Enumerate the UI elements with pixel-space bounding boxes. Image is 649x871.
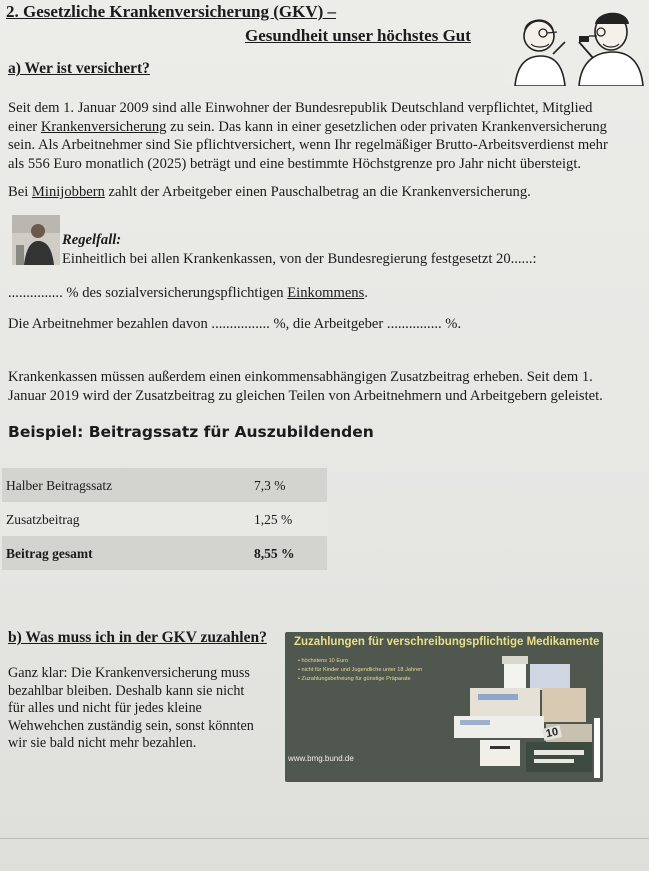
row-label: Beitrag gesamt (6, 546, 93, 561)
table-row-total (2, 536, 327, 570)
section-b-line: bezahlbar bleiben. Deshalb kann sie nicht (8, 682, 245, 699)
arbeitgeber-blank[interactable]: ............... (386, 316, 442, 332)
medication-item-text: höchstens 10 Euro (301, 658, 349, 664)
intro-line-4: als 556 Euro monatlich (2025) beträgt und eine bestimmte Höchstgrenze pro Jahr nicht übersteigt. (8, 155, 582, 172)
zusatzbeitrag-paragraph (8, 368, 648, 405)
row-label: Zusatzbeitrag (6, 512, 80, 527)
row-label: Halber Beitragssatz (6, 478, 113, 493)
beitragssatz-blank[interactable]: ............... (8, 285, 63, 301)
bottom-divider (0, 838, 649, 839)
medication-item: • nicht für Kinder und Jugendliche unter 18 Jahren (298, 667, 423, 673)
zusatzbeitrag-line-1: Krankenkassen müssen außerdem einen einkommensabhängigen Zusatzbeitrag erheben. Seit dem 1. (8, 369, 593, 385)
krankenversicherung-term: Krankenversicherung (40, 118, 167, 135)
medication-title: Zuzahlungen für verschreibungspflichtige Medikamente (294, 636, 600, 648)
intro-line-2-post: zu sein. Das kann in einer gesetzlichen oder privaten Krankenversicherung (166, 118, 607, 135)
minijobbern-term: Minijobbern (31, 184, 105, 200)
intro-line-2 (8, 118, 644, 137)
source-url[interactable]: www.bmg.bund.de (288, 754, 354, 763)
zusatzbeitrag-line-2: Januar 2019 wird der Zusatzbeitrag zu gleichen Teilen von Arbeitnehmern und Arbeitgebern geleistet. (8, 387, 603, 404)
medication-item: • Zuzahlungsbefreiung für günstige Präparate (298, 676, 411, 682)
row-value: 1,25 % (254, 512, 293, 527)
section-b-line: wir sie bald nicht mehr bezahlen. (8, 735, 197, 751)
medication-item-text: Zuzahlungsbefreiung für günstige Präparate (301, 676, 411, 682)
table-row (2, 468, 327, 502)
minijob-pre: Bei (8, 184, 32, 200)
arbeitnehmer-line (8, 315, 461, 334)
section-a-heading: a) Wer ist versichert? (8, 60, 150, 77)
price-tag: 10 (542, 725, 562, 741)
regelfall-line-1: Einheitlich bei allen Krankenkassen, von der Bundesregierung festgesetzt 20......: (62, 251, 537, 267)
row-value: 8,55 % (254, 546, 295, 561)
regelfall-line-2-post: . (364, 285, 368, 301)
example-title: Beispiel: Beitragssatz für Auszubildenden (8, 423, 374, 441)
medication-item-text: nicht für Kinder und Jugendliche unter 18 Jahren (301, 667, 423, 673)
section-b-text (8, 665, 280, 753)
intro-line-3: sein. Als Arbeitnehmer sind Sie pflichtversichert, wenn Ihr regelmäßiger Brutto-Arbeitsverdienst mehr (8, 137, 608, 153)
person-thumbnail (12, 215, 60, 265)
table-row (2, 502, 327, 536)
section-b-heading: b) Was muss ich in der GKV zuzahlen? (8, 629, 267, 646)
intro-paragraph (8, 99, 644, 173)
row-value: 7,3 % (254, 478, 286, 493)
section-b-line: Ganz klar: Die Krankenversicherung muss (8, 665, 250, 681)
einkommens-term: Einkommens (287, 285, 365, 301)
regelfall-line-2 (8, 284, 368, 303)
page-title: 2. Gesetzliche Krankenversicherung (GKV) – (6, 2, 337, 21)
regelfall-label: Regelfall: (62, 232, 122, 248)
minijob-paragraph (8, 183, 644, 202)
section-b-line: Wehwehchen zuständig sein, sonst könnten (8, 717, 254, 734)
intro-line-2-pre: einer (8, 118, 41, 135)
arbeitnehmer-mid: %, die Arbeitgeber (269, 316, 387, 332)
regelfall-line-2-pre: % des sozialversicherungspflichtigen (62, 285, 288, 301)
medication-item: • höchstens 10 Euro (298, 658, 349, 664)
arbeitnehmer-pre: Die Arbeitnehmer bezahlen davon (8, 316, 212, 332)
page-subtitle: Gesundheit unser höchstes Gut (245, 26, 471, 45)
doctors-illustration (505, 2, 645, 86)
section-b-line: für alles und nicht für jedes kleine (8, 700, 202, 716)
minijob-post: zahlt der Arbeitgeber einen Pauschalbetrag an die Krankenversicherung. (104, 184, 531, 200)
intro-line-1: Seit dem 1. Januar 2009 sind alle Einwohner der Bundesrepublik Deutschland verpflichtet, Mitglied (8, 100, 593, 116)
medicine-packages-illustration (430, 654, 602, 781)
arbeitnehmer-post: %. (441, 316, 462, 332)
arbeitnehmer-blank[interactable]: ................ (211, 316, 270, 332)
